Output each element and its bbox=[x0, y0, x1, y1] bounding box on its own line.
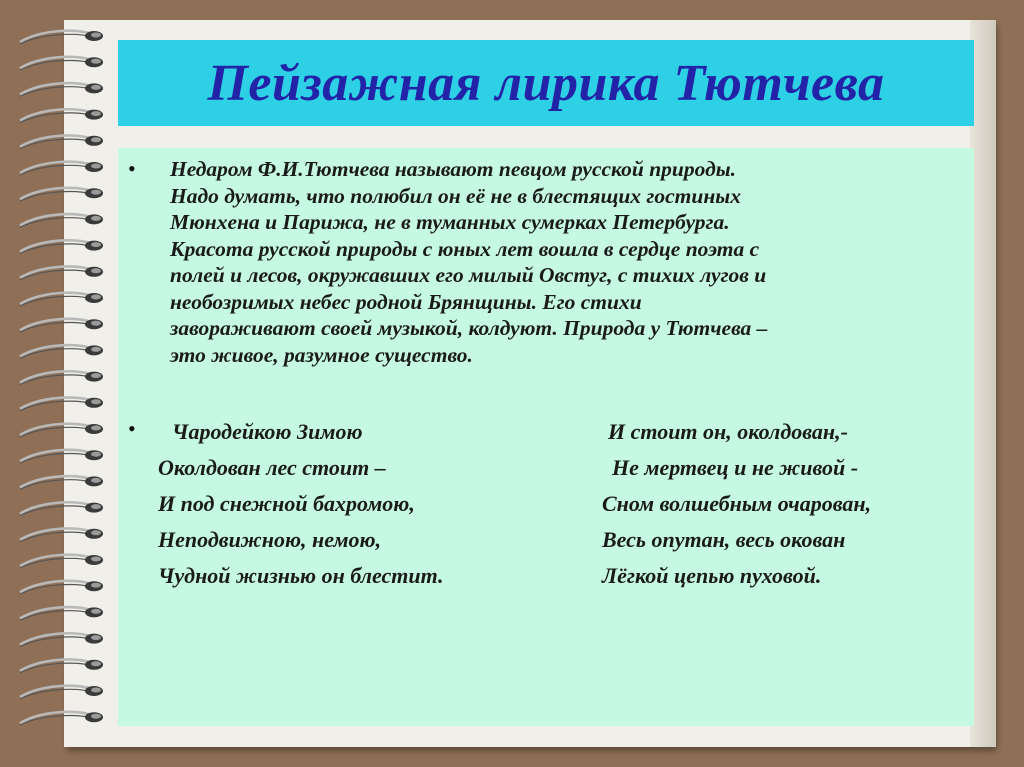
poem-line: И под снежной бахромою, bbox=[158, 491, 415, 516]
paragraph-line: это живое, разумное существо. bbox=[170, 342, 473, 367]
poem-line: Не мертвец и не живой - bbox=[612, 455, 859, 480]
paragraph-line: завораживают своей музыкой, колдуют. Природа у Тютчева – bbox=[170, 316, 768, 340]
poem-line: Сном волшебным очарован, bbox=[602, 491, 872, 516]
paragraph-line: Недаром Ф.И.Тютчева называют певцом русской природы. bbox=[170, 157, 737, 181]
poem-line: Неподвижною, немою, bbox=[158, 527, 382, 552]
paragraph-bullet: • bbox=[128, 156, 136, 181]
slide-title: Пейзажная лирика Тютчева bbox=[207, 54, 885, 112]
paragraph-line: Мюнхена и Парижа, не в туманных сумерках Петербурга. bbox=[170, 210, 730, 234]
poem-line: Весь опутан, весь окован bbox=[602, 527, 846, 552]
paragraph-line: Надо думать, что полюбил он её не в блестящих гостиных bbox=[170, 183, 741, 208]
paragraph-line: Красота русской природы с юных лет вошла в сердце поэта с bbox=[170, 236, 760, 261]
paragraph-line: полей и лесов, окружавших его милый Овстуг, с тихих лугов и bbox=[170, 263, 767, 287]
spiral-binding-icon bbox=[0, 0, 120, 767]
title-banner bbox=[118, 40, 974, 126]
intro-paragraph bbox=[170, 156, 970, 368]
poem-line: Чудной жизнью он блестит. bbox=[158, 563, 444, 588]
content-panel bbox=[118, 148, 974, 726]
poem-line: И стоит он, околдован,- bbox=[608, 419, 848, 444]
poem-line: Чародейкою Зимою bbox=[172, 419, 363, 444]
poem-stanza-right bbox=[602, 414, 871, 594]
poem-bullet: • bbox=[128, 416, 136, 441]
poem-stanza-left bbox=[158, 414, 444, 594]
poem-line: Околдован лес стоит – bbox=[158, 455, 386, 480]
poem-line: Лёгкой цепью пуховой. bbox=[602, 563, 822, 588]
paragraph-line: необозримых небес родной Брянщины. Его стихи bbox=[170, 289, 642, 314]
